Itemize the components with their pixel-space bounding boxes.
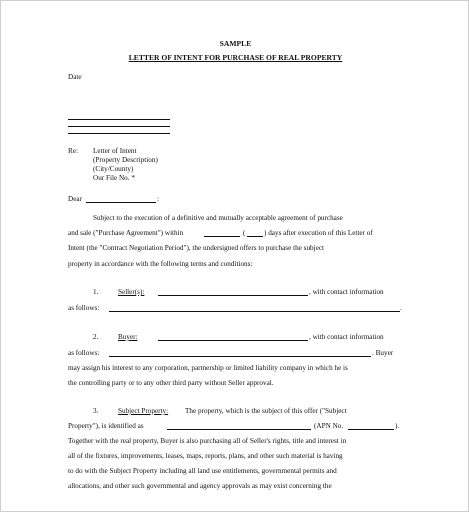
item-3-line-6: allocations, and other such governmental and agency approvals as may exist concerning the — [68, 482, 332, 490]
re-line-2: (Property Description) — [93, 156, 158, 164]
sample-heading: SAMPLE — [219, 39, 252, 48]
days-number-blank — [247, 236, 263, 237]
salutation-label: Dear — [68, 195, 82, 203]
item-3-line-1: The property, which is the subject of this offer ("Subject — [185, 407, 347, 415]
buyer-name-blank — [158, 340, 308, 341]
re-line-3: (City/County) — [93, 165, 134, 173]
property-id-blank — [167, 429, 311, 430]
item-2-line-3: the controlling party or to any other third party without Seller approval. — [68, 379, 274, 387]
intro-line-4: property in accordance with the following terms and conditions: — [68, 260, 253, 268]
item-3-line-3: Together with the real property, Buyer is also purchasing all of Seller's rights, title and interest in — [68, 437, 347, 445]
buyer-contact-blank — [109, 356, 371, 357]
seller-contact-blank — [109, 311, 400, 312]
intro-line-2b: ( — [243, 229, 246, 237]
item-2-line-2: may assign his interest to any corporation, partnership or limited liability company in which he is — [68, 364, 348, 372]
re-line-4: Our File No. * — [93, 174, 135, 182]
item-3-line-2a: Property"), is identified as — [68, 422, 144, 430]
address-line-2 — [68, 126, 170, 127]
intro-line-1: Subject to the execution of a definitive and mutually acceptable agreement of purchase — [93, 214, 343, 222]
salutation-colon: : — [157, 195, 159, 203]
salutation-blank — [86, 202, 156, 203]
date-label: Date — [68, 73, 82, 81]
re-label: Re: — [68, 147, 78, 155]
intro-line-2a: and sale ("Purchase Agreement") within — [68, 229, 184, 237]
item-2-label: Buyer: — [118, 333, 138, 341]
days-blank — [204, 236, 240, 237]
intro-line-2c: ) days after execution of this Letter of — [264, 229, 373, 237]
item-2-number: 2. — [93, 333, 99, 341]
address-line-1 — [68, 119, 170, 120]
item-3-line-4: all of the fixtures, improvements, leases, maps, reports, plans, and other such material is having — [68, 452, 343, 460]
item-3-label: Subject Property: — [118, 407, 169, 415]
item-2-follows: as follows: — [68, 349, 100, 357]
item-3-number: 3. — [93, 407, 99, 415]
item-2-end: . Buyer — [372, 349, 394, 357]
item-1-after: , with contact information — [309, 288, 384, 296]
address-line-3 — [68, 133, 170, 134]
item-3-line-2b: (APN No. — [314, 422, 344, 430]
item-1-label: Seller(s): — [118, 288, 145, 296]
item-3-line-2c: ). — [395, 422, 400, 430]
item-1-number: 1. — [93, 288, 99, 296]
document-title: LETTER OF INTENT FOR PURCHASE OF REAL PROPERTY — [128, 53, 343, 62]
item-1-follows: as follows: — [68, 304, 100, 312]
re-line-1: Letter of Intent — [93, 147, 137, 155]
item-3-line-5: to do with the Subject Property including all land use entitlements, governmental permits and — [68, 467, 337, 475]
item-2-after: , with contact information — [309, 333, 384, 341]
apn-blank — [348, 429, 394, 430]
intro-line-3: Intent (the "Contract Negotiation Period"), the undersigned offers to purchase the subject — [68, 244, 325, 252]
seller-name-blank — [158, 295, 308, 296]
item-1-end: . — [400, 304, 402, 312]
